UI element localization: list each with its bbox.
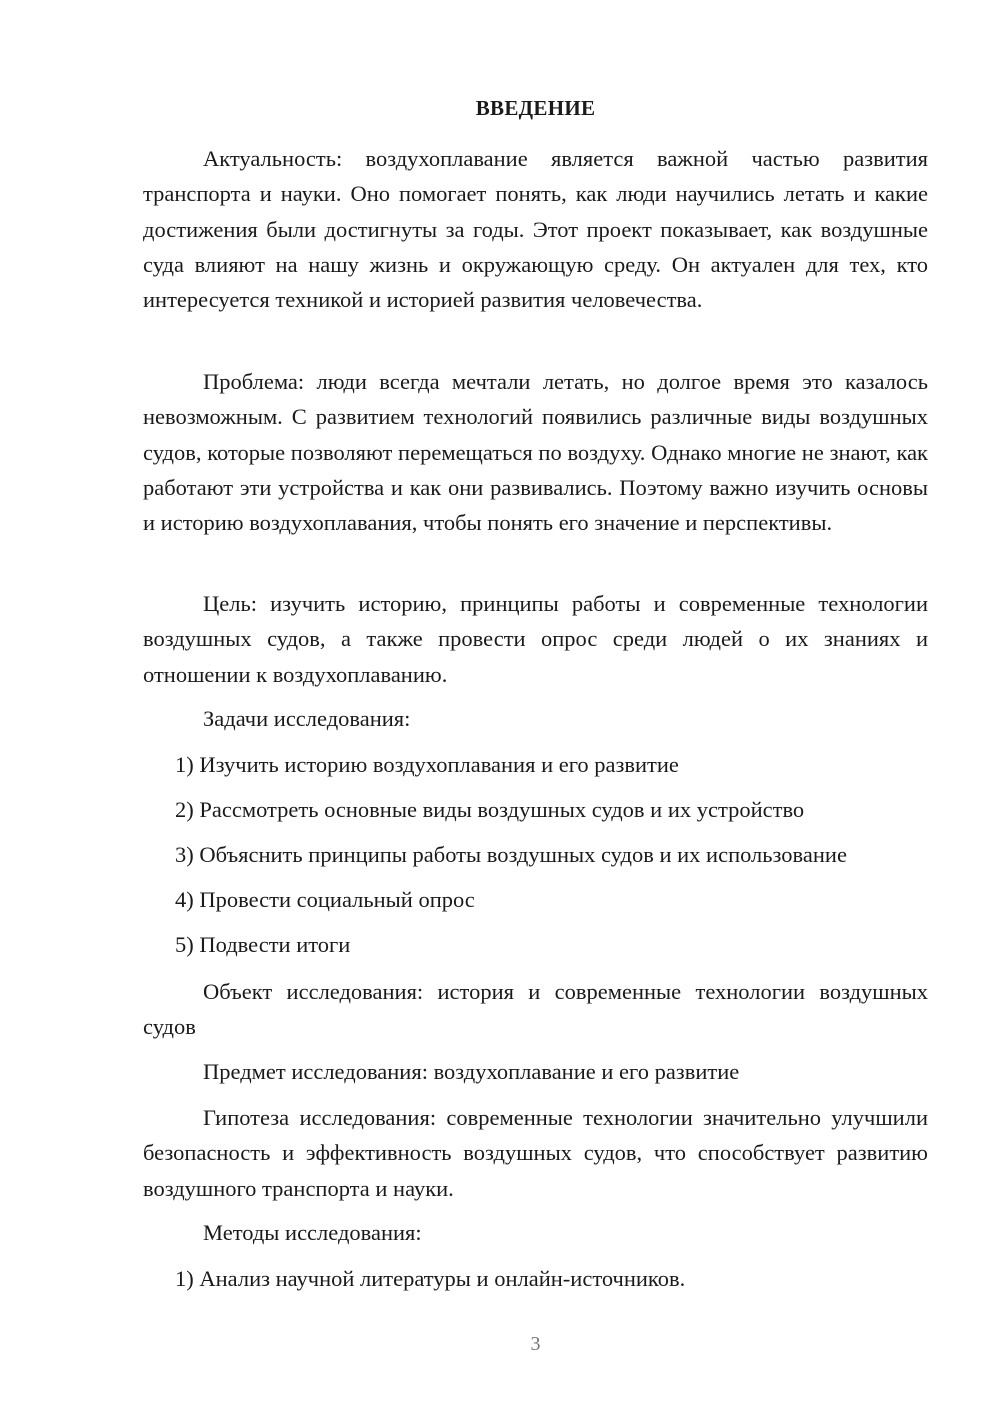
paragraph-subject: Предмет исследования: воздухоплавание и его развитие bbox=[203, 1059, 740, 1084]
task-item-5: 5) Подвести итоги bbox=[175, 932, 351, 957]
tasks-heading: Задачи исследования: bbox=[203, 706, 411, 731]
methods-heading: Методы исследования: bbox=[203, 1220, 422, 1245]
task-item-3: 3) Объяснить принципы работы воздушных судов и их использование bbox=[175, 842, 847, 867]
task-item-2: 2) Рассмотреть основные виды воздушных судов и их устройство bbox=[175, 797, 805, 822]
paragraph-problem: Проблема: люди всегда мечтали летать, но долгое время это казалось невозможным. С развитием технологий появились различные виды воздушных судов, которые позволяют перемещаться по воздуху. Однако многие не знают, как работают эти устройства и как они развивались. Поэтому важно изучить основы и историю воздухоплавания, чтобы понять его значение и перспективы. bbox=[143, 369, 928, 536]
page-title: ВВЕДЕНИЕ bbox=[475, 96, 596, 120]
paragraph-object: Объект исследования: история и современные технологии воздушных судов bbox=[143, 979, 928, 1040]
paragraph-goal: Цель: изучить историю, принципы работы и современные технологии воздушных судов, а также провести опрос среди людей о их знаниях и отношении к воздухоплаванию. bbox=[143, 591, 928, 687]
page-number: 3 bbox=[530, 1333, 541, 1355]
paragraph-relevance: Актуальность: воздухоплавание является важной частью развития транспорта и науки. Оно помогает понять, как люди научились летать и какие достижения были достигнуты за годы. Этот проект показывает, как воздушные суда влияют на нашу жизнь и окружающую среду. Он актуален для тех, кто интересуется техникой и историей развития человечества. bbox=[143, 146, 928, 313]
method-item-1: 1) Анализ научной литературы и онлайн-источников. bbox=[175, 1266, 686, 1291]
paragraph-hypothesis: Гипотеза исследования: современные технологии значительно улучшили безопасность и эффективность воздушных судов, что способствует развитию воздушного транспорта и науки. bbox=[143, 1105, 928, 1201]
task-item-4: 4) Провести социальный опрос bbox=[175, 887, 475, 912]
task-item-1: 1) Изучить историю воздухоплавания и его развитие bbox=[175, 752, 679, 777]
document-page bbox=[143, 0, 928, 1414]
